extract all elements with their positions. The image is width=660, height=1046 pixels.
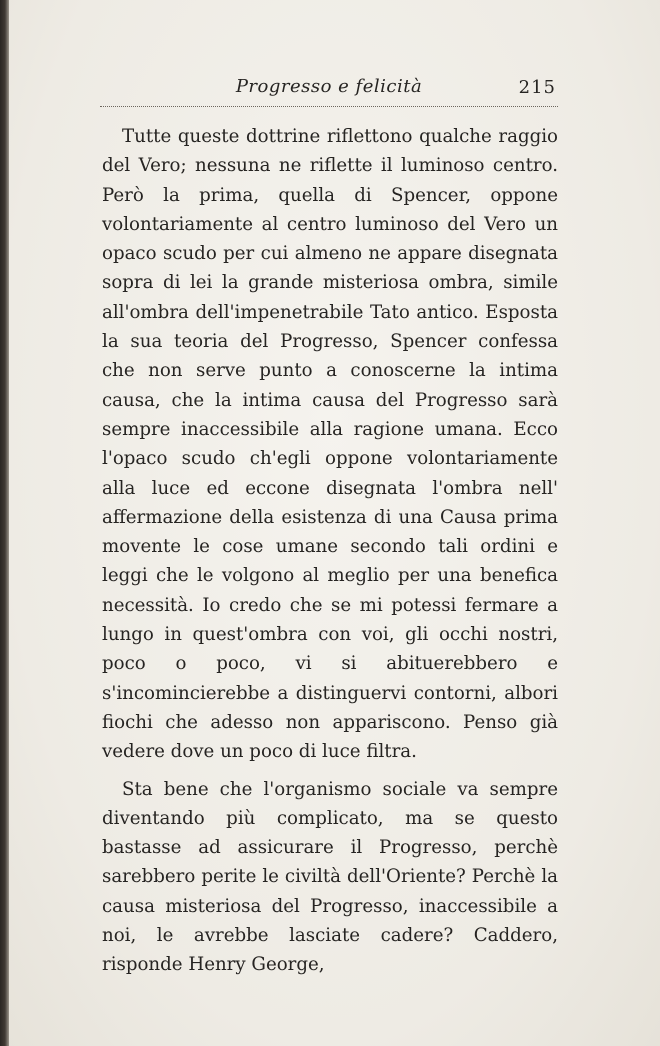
- body-text: [102, 122, 558, 980]
- paragraph: Sta bene che l'organismo sociale va sempre diventando più complicato, ma se questo bastasse ad assicurare il Progresso, perchè sarebbero perite le civiltà dell'Oriente? Perchè la causa misteriosa del Progresso, inaccessibile a noi, le avrebbe lasciate cadere? Caddero, risponde Henry George,: [102, 778, 558, 976]
- page-header: [100, 76, 558, 102]
- header-rule: [100, 106, 558, 107]
- running-title: Progresso e felicità: [235, 76, 423, 97]
- page-binding-edge: [0, 0, 9, 1046]
- page-number: 215: [518, 77, 556, 98]
- paragraph: Tutte queste dottrine riflettono qualche raggio del Vero; nessuna ne riflette il luminoso centro. Però la prima, quella di Spencer, oppone volontariamente al centro luminoso del Vero un opaco scudo per cui almeno ne appare disegnata sopra di lei la grande misteriosa ombra, simile all'ombra dell'impenetrabile Tato antico. Esposta la sua teoria del Progresso, Spencer confessa che non serve punto a conoscerne la intima causa, che la intima causa del Progresso sarà sempre inaccessibile alla ragione umana. Ecco l'opaco scudo ch'egli oppone volontariamente alla luce ed eccone disegnata l'ombra nell' affermazione della esistenza di una Causa prima movente le cose umane secondo tali ordini e leggi che le volgono al meglio per una benefica necessità. Io credo che se mi potessi fermare a lungo in quest'ombra con voi, gli occhi nostri, poco o poco, vi si abituerebbero e s'incomincierebbe a distinguervi contorni, albori fiochi che adesso non appariscono. Penso già vedere dove un poco di luce filtra.: [102, 126, 558, 763]
